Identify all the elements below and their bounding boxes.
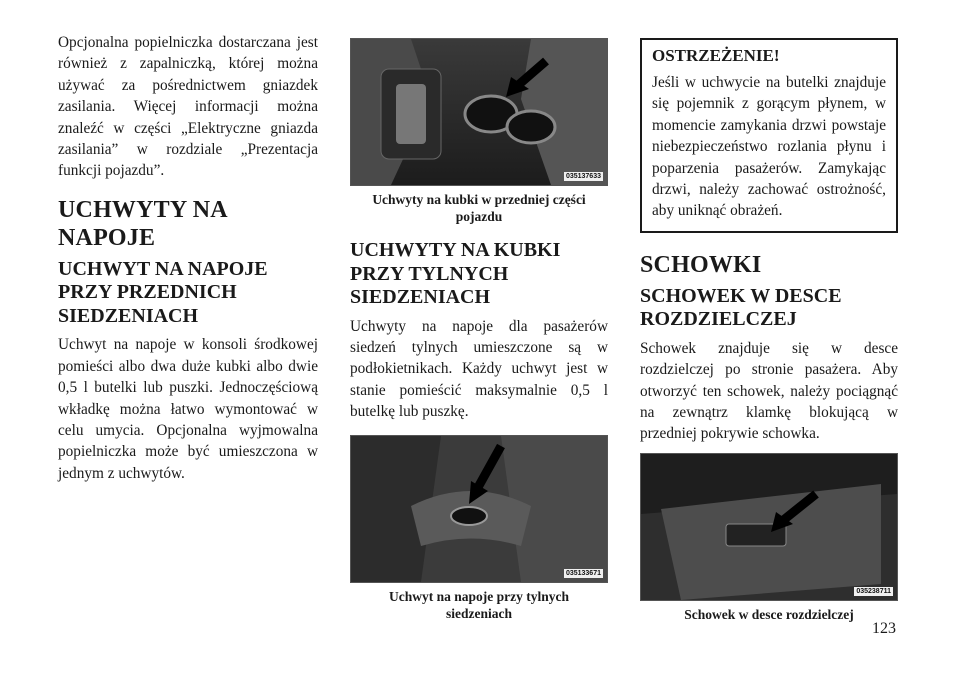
rear-cupholder-illustration — [351, 436, 607, 582]
glovebox-paragraph: Schowek znajduje się w desce rozdzielczej po stronie pasażera. Aby otworzyć ten schowek, należy pociągnąć na zewnątrz klamkę blokującą w przedniej pokrywie schowka. — [640, 339, 898, 443]
column-left — [58, 32, 318, 484]
front-cupholder-illustration — [351, 39, 607, 185]
column-right — [640, 38, 898, 623]
glovebox-illustration — [641, 454, 897, 600]
photo-id-label: 035133671 — [565, 569, 601, 577]
warning-text: Jeśli w uchwycie na butelki znajduje się pojemnik z gorącym płynem, w momencie zamykania drzwi powstaje niebezpieczeństwo rozlania płynu i poparzenia pasażerów. Zamykając drzwi, należy zachować ostrożność, aby uniknąć obrażeń. — [652, 74, 886, 220]
intro-paragraph: Opcjonalna popielniczka dostarczana jest również z zapalniczką, której można używać za pośrednictwem gniazdek zasilania. Więcej informacji można znaleźć w części „Elektryczne gniazda zasilania” w rozdziale „Prezentacja funkcji pojazdu”. — [58, 34, 318, 180]
photo-id-label: 035238711 — [856, 587, 891, 595]
photo-id-label: 035137633 — [565, 173, 601, 180]
subheading-rear-cupholder: UCHWYTY NA KUBKI PRZY TYLNYCH SIEDZENIACH — [350, 239, 561, 308]
front-cupholder-caption: Uchwyty na kubki w przedniej części pojazdu — [372, 192, 586, 224]
column-middle — [350, 38, 608, 622]
rear-cupholder-paragraph: Uchwyty na napoje dla pasażerów siedzeń tylnych umieszczone są w podłokietnikach. Każdy uchwyt jest w stanie pomieścić maksymalnie 0,5 l butelkę lub puszkę. — [350, 317, 608, 421]
section-title-storage: SCHOWKI — [640, 251, 762, 278]
front-cupholder-photo — [350, 38, 608, 186]
glovebox-caption: Schowek w desce rozdzielczej — [684, 606, 854, 622]
glovebox-photo — [640, 453, 898, 601]
warning-box — [640, 38, 898, 233]
subheading-front-cupholder: UCHWYT NA NAPOJE PRZY PRZEDNICH SIEDZENIACH — [58, 257, 268, 327]
subheading-glovebox: SCHOWEK W DESCE ROZDZIELCZEJ — [640, 284, 842, 331]
section-title-drink-holders: UCHWYTY NA NAPOJE — [58, 196, 227, 251]
rear-cupholder-caption: Uchwyt na napoje przy tylnych siedzeniach — [388, 588, 569, 621]
rear-cupholder-photo — [350, 435, 608, 583]
page-number: 123 — [872, 620, 896, 637]
front-cupholder-paragraph: Uchwyt na napoje w konsoli środkowej pomieści albo dwa duże kubki albo dwie 0,5 l butelki lub puszki. Jednoczęściową wkładkę można łatwo wymontować w celu umycia. Opcjonalna wyjmowalna popielniczka może być umieszczona w jednym z uchwytów. — [58, 336, 318, 482]
warning-title: OSTRZEŻENIE! — [652, 46, 780, 65]
